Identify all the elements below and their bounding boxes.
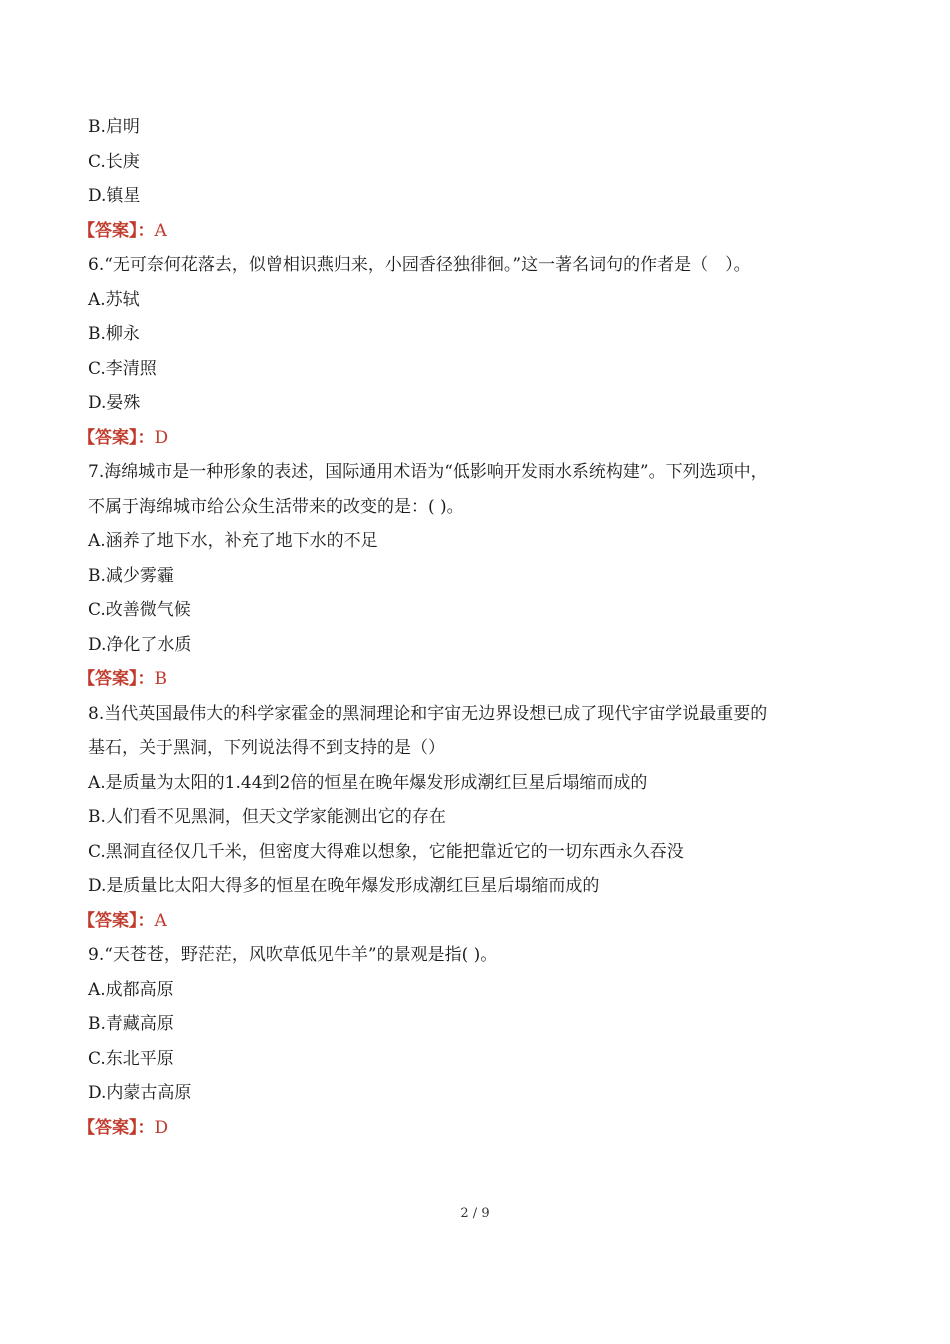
option-line: C.黑洞直径仅几千米，但密度大得难以想象，它能把靠近它的一切东西永久吞没	[88, 841, 684, 862]
answer-value: D	[154, 1117, 169, 1138]
question-text: 7.海绵城市是一种形象的表述，国际通用术语为“低影响开发雨水系统构建”。下列选项中，	[88, 462, 768, 482]
option-line: A.苏轼	[88, 289, 140, 310]
page-number: 2 / 9	[460, 1206, 490, 1221]
question-6	[78, 248, 878, 455]
option-line: A.是质量为太阳的1.44到2倍的恒星在晚年爆发形成潮红巨星后塌缩而成的	[88, 772, 648, 793]
answer-label: 【答案】：	[78, 1117, 155, 1138]
option-line: B.柳永	[88, 324, 140, 344]
answer-label: 【答案】：	[78, 910, 155, 931]
answer-line	[78, 662, 878, 697]
option-line: B.青藏高原	[88, 1014, 174, 1034]
question-text: 基石，关于黑洞，下列说法得不到支持的是（）	[88, 738, 445, 758]
question-text: 9.“天苍苍，野茫茫，风吹草低见牛羊”的景观是指( )。	[88, 945, 498, 965]
answer-value: A	[154, 220, 167, 241]
document-body	[78, 110, 878, 1145]
option-line: C.改善微气候	[88, 600, 191, 620]
answer-line	[78, 421, 878, 456]
answer-value: A	[154, 910, 167, 931]
answer-line	[78, 904, 878, 939]
question-text: 不属于海绵城市给公众生活带来的改变的是：( )。	[88, 496, 464, 517]
question-8	[78, 697, 878, 939]
option-line: C.东北平原	[88, 1048, 174, 1069]
option-line: D.净化了水质	[88, 634, 192, 655]
answer-value: B	[154, 669, 167, 689]
answer-label: 【答案】：	[78, 427, 155, 448]
option-line: C.李清照	[88, 358, 157, 379]
answer-label: 【答案】：	[78, 669, 155, 689]
option-line: D.晏殊	[88, 393, 141, 413]
question-text: 8.当代英国最伟大的科学家霍金的黑洞理论和宇宙无边界设想已成了现代宇宙学说最重要的	[88, 703, 768, 724]
option-line: B.减少雾霾	[88, 565, 174, 586]
option-line: D.是质量比太阳大得多的恒星在晚年爆发形成潮红巨星后塌缩而成的	[88, 876, 600, 896]
option-line: A.涵养了地下水，补充了地下水的不足	[88, 531, 378, 551]
question-7	[78, 455, 878, 697]
answer-line	[78, 214, 878, 249]
question-9	[78, 938, 878, 1145]
option-line: B.启明	[88, 117, 140, 137]
answer-line	[78, 1111, 878, 1146]
answer-label: 【答案】：	[78, 220, 155, 241]
option-line: D.内蒙古高原	[88, 1083, 192, 1103]
option-line: D.镇星	[88, 186, 141, 206]
option-line: A.成都高原	[88, 979, 174, 1000]
question-5-continuation	[78, 110, 878, 248]
answer-value: D	[154, 427, 169, 448]
option-line: C.长庚	[88, 151, 140, 172]
option-line: B.人们看不见黑洞，但天文学家能测出它的存在	[88, 807, 446, 827]
question-text: 6.“无可奈何花落去，似曾相识燕归来，小园香径独徘徊。”这一著名词句的作者是（ ）。	[88, 255, 751, 275]
